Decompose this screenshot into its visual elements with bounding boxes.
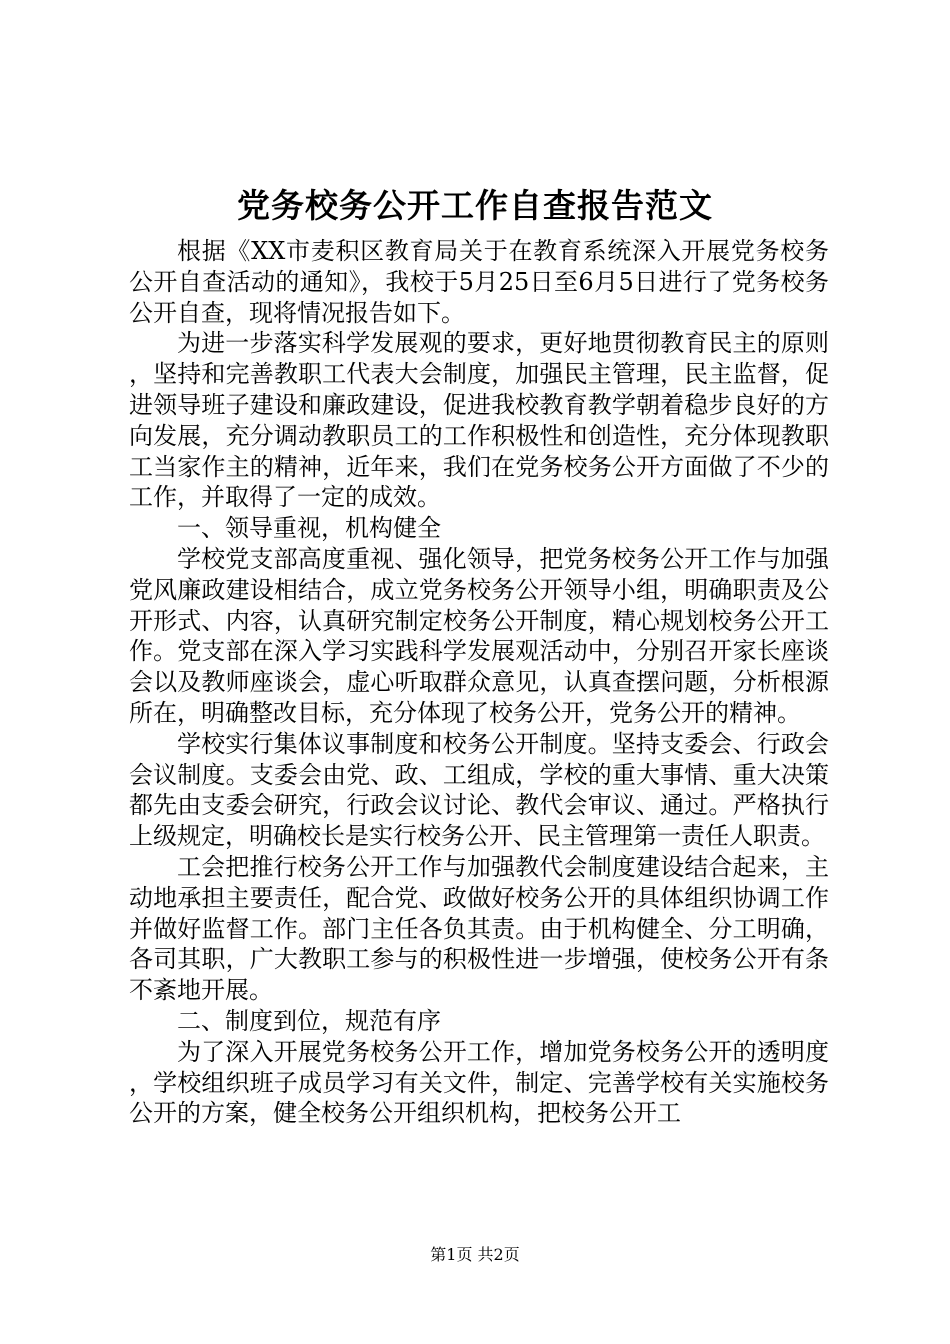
- document-title: 党务校务公开工作自查报告范文: [237, 186, 713, 225]
- section-heading-2: 二、制度到位，规范有序: [177, 1006, 441, 1035]
- document-body: [129, 236, 829, 1129]
- paragraph-leadership: 学校党支部高度重视、强化领导，把党务校务公开工作与加强党风廉政建设相结合，成立党务校务公开领导小组，明确职责及公开形式、内容，认真研究制定校务公开制度，精心规划校务公开工作。党支部在深入学习实践科学发展观活动中，分别召开家长座谈会以及教师座谈会，虚心听取群众意见，认真查摆问题，分析根源所在，明确整改目标，充分体现了校务公开，党务公开的精神。: [129, 544, 829, 727]
- page-footer: 第1页 共2页: [430, 1245, 520, 1264]
- paragraph-background: 为进一步落实科学发展观的要求，更好地贯彻教育民主的原则，坚持和完善教职工代表大会制度，加强民主管理，民主监督，促进领导班子建设和廉政建设，促进我校教育教学朝着稳步良好的方向发展，充分调动教职员工的工作积极性和创造性，充分体现教职工当家作主的精神，近年来，我们在党务校务公开方面做了不少的工作，并取得了一定的成效。: [129, 329, 829, 512]
- paragraph-intro: 根据《XX市麦积区教育局关于在教育系统深入开展党务校务公开自查活动的通知》，我校于5月25日至6月5日进行了党务校务公开自查，现将情况报告如下。: [129, 237, 829, 327]
- section-heading-1: 一、领导重视，机构健全: [177, 514, 441, 543]
- paragraph-system: 为了深入开展党务校务公开工作，增加党务校务公开的透明度，学校组织班子成员学习有关文件，制定、完善学校有关实施校务公开的方案，健全校务公开组织机构，把校务公开工: [129, 1037, 829, 1128]
- paragraph-union: 工会把推行校务公开工作与加强教代会制度建设结合起来，主动地承担主要责任，配合党、政做好校务公开的具体组织协调工作并做好监督工作。部门主任各负其责。由于机构健全、分工明确，各司其职，广大教职工参与的积极性进一步增强，使校务公开有条不紊地开展。: [129, 852, 829, 1005]
- paragraph-collective-system: 学校实行集体议事制度和校务公开制度。坚持支委会、行政会会议制度。支委会由党、政、工组成，学校的重大事情、重大决策都先由支委会研究，行政会议讨论、教代会审议、通过。严格执行上级规定，明确校长是实行校务公开、民主管理第一责任人职责。: [129, 729, 829, 851]
